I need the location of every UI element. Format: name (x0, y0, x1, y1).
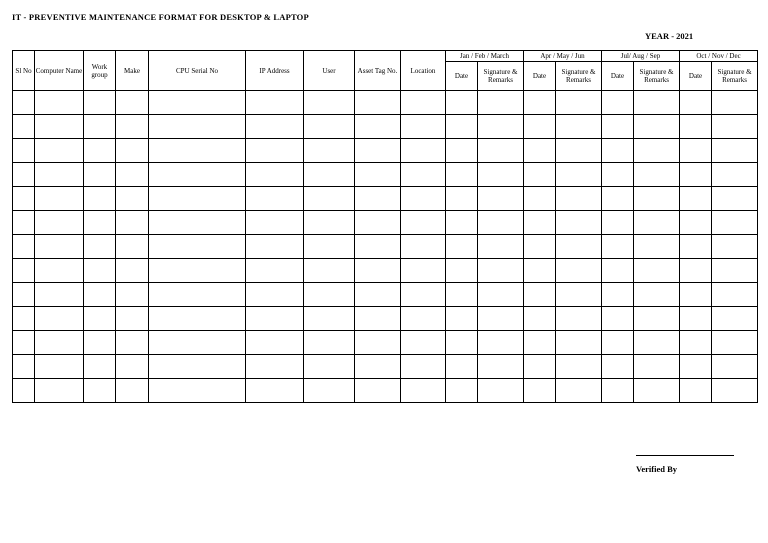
table-cell (446, 379, 478, 403)
table-cell (401, 187, 446, 211)
table-cell (35, 283, 84, 307)
table-cell (478, 355, 524, 379)
table-cell (13, 211, 35, 235)
table-cell (355, 91, 401, 115)
table-cell (84, 163, 116, 187)
table-cell (116, 211, 149, 235)
table-cell (355, 235, 401, 259)
table-cell (524, 379, 556, 403)
table-row (13, 115, 758, 139)
table-cell (712, 91, 758, 115)
table-cell (355, 259, 401, 283)
table-cell (602, 331, 634, 355)
table-cell (634, 211, 680, 235)
table-cell (84, 211, 116, 235)
table-cell (634, 283, 680, 307)
header-ip-address: IP Address (246, 51, 304, 91)
table-cell (246, 379, 304, 403)
signature-line (636, 455, 734, 456)
table-cell (246, 139, 304, 163)
table-cell (116, 307, 149, 331)
table-cell (401, 115, 446, 139)
table-cell (634, 331, 680, 355)
table-row (13, 331, 758, 355)
table-cell (556, 355, 602, 379)
table-cell (524, 163, 556, 187)
table-cell (13, 307, 35, 331)
table-cell (35, 259, 84, 283)
table-cell (84, 115, 116, 139)
table-cell (712, 283, 758, 307)
table-cell (401, 139, 446, 163)
table-cell (602, 235, 634, 259)
table-cell (401, 331, 446, 355)
table-cell (84, 283, 116, 307)
table-cell (355, 115, 401, 139)
table-cell (556, 283, 602, 307)
maintenance-table (12, 50, 758, 403)
table-cell (304, 307, 355, 331)
table-cell (446, 283, 478, 307)
table-cell (35, 163, 84, 187)
table-cell (446, 259, 478, 283)
table-cell (149, 163, 246, 187)
table-cell (401, 259, 446, 283)
table-cell (446, 163, 478, 187)
table-cell (446, 331, 478, 355)
table-cell (602, 187, 634, 211)
table-cell (712, 355, 758, 379)
table-cell (680, 331, 712, 355)
table-cell (602, 139, 634, 163)
table-cell (680, 139, 712, 163)
table-cell (634, 163, 680, 187)
table-cell (355, 331, 401, 355)
table-cell (84, 139, 116, 163)
table-cell (556, 331, 602, 355)
table-cell (712, 307, 758, 331)
table-cell (478, 331, 524, 355)
table-cell (602, 379, 634, 403)
table-cell (680, 259, 712, 283)
table-cell (634, 355, 680, 379)
table-cell (116, 91, 149, 115)
table-row (13, 91, 758, 115)
table-row (13, 379, 758, 403)
table-cell (446, 187, 478, 211)
table-cell (35, 331, 84, 355)
header-work-group: Work group (84, 51, 116, 91)
table-cell (556, 91, 602, 115)
table-cell (13, 379, 35, 403)
table-cell (556, 139, 602, 163)
table-cell (712, 259, 758, 283)
table-cell (304, 235, 355, 259)
table-cell (478, 187, 524, 211)
table-cell (355, 163, 401, 187)
table-cell (556, 187, 602, 211)
table-cell (602, 163, 634, 187)
table-cell (246, 331, 304, 355)
table-cell (246, 187, 304, 211)
header-user: User (304, 51, 355, 91)
table-cell (35, 307, 84, 331)
table-cell (304, 259, 355, 283)
table-cell (680, 163, 712, 187)
table-cell (524, 139, 556, 163)
table-cell (446, 355, 478, 379)
table-cell (556, 259, 602, 283)
table-cell (401, 283, 446, 307)
year-label: YEAR - 2021 (645, 31, 694, 41)
table-row (13, 139, 758, 163)
table-cell (304, 115, 355, 139)
table-cell (680, 211, 712, 235)
table-row (13, 283, 758, 307)
table-cell (478, 379, 524, 403)
table-cell (35, 115, 84, 139)
table-cell (680, 379, 712, 403)
table-cell (478, 235, 524, 259)
table-cell (712, 139, 758, 163)
table-cell (13, 259, 35, 283)
table-cell (524, 283, 556, 307)
table-cell (355, 379, 401, 403)
table-cell (478, 163, 524, 187)
table-cell (556, 379, 602, 403)
table-cell (712, 211, 758, 235)
table-cell (680, 91, 712, 115)
table-cell (524, 331, 556, 355)
header-q2-signature: Signature & Remarks (556, 62, 602, 91)
table-cell (84, 379, 116, 403)
table-cell (149, 331, 246, 355)
table-cell (246, 115, 304, 139)
table-cell (478, 91, 524, 115)
document-title: IT - PREVENTIVE MAINTENANCE FORMAT FOR DESKTOP & LAPTOP (12, 12, 309, 22)
table-cell (35, 211, 84, 235)
header-make: Make (116, 51, 149, 91)
table-cell (246, 355, 304, 379)
table-cell (712, 235, 758, 259)
table-cell (712, 163, 758, 187)
table-cell (246, 235, 304, 259)
table-cell (149, 187, 246, 211)
table-cell (84, 307, 116, 331)
table-cell (602, 283, 634, 307)
table-cell (556, 211, 602, 235)
table-cell (602, 259, 634, 283)
table-cell (35, 355, 84, 379)
header-location: Location (401, 51, 446, 91)
header-q1-date: Date (446, 62, 478, 91)
table-cell (13, 355, 35, 379)
table-cell (84, 187, 116, 211)
table-row (13, 163, 758, 187)
table-cell (13, 283, 35, 307)
table-cell (304, 331, 355, 355)
table-cell (634, 115, 680, 139)
table-cell (116, 331, 149, 355)
table-cell (304, 187, 355, 211)
table-cell (446, 235, 478, 259)
table-cell (149, 259, 246, 283)
table-cell (35, 139, 84, 163)
table-cell (602, 211, 634, 235)
table-cell (602, 91, 634, 115)
table-cell (680, 235, 712, 259)
table-cell (355, 355, 401, 379)
header-sl-no: Sl No (13, 51, 35, 91)
table-cell (712, 115, 758, 139)
table-cell (116, 283, 149, 307)
table-cell (304, 355, 355, 379)
table-cell (446, 139, 478, 163)
header-q2-date: Date (524, 62, 556, 91)
table-cell (304, 211, 355, 235)
table-row (13, 211, 758, 235)
table-cell (634, 139, 680, 163)
table-cell (634, 91, 680, 115)
table-cell (524, 211, 556, 235)
table-cell (712, 379, 758, 403)
table-cell (524, 259, 556, 283)
table-cell (556, 235, 602, 259)
table-cell (401, 211, 446, 235)
table-cell (712, 187, 758, 211)
table-cell (355, 187, 401, 211)
header-q4-date: Date (680, 62, 712, 91)
table-cell (304, 283, 355, 307)
table-cell (149, 307, 246, 331)
table-cell (246, 163, 304, 187)
table-cell (524, 307, 556, 331)
table-body (13, 91, 758, 403)
header-quarter-2: Apr / May / Jun (524, 51, 602, 62)
table-cell (680, 187, 712, 211)
table-cell (35, 235, 84, 259)
table-cell (13, 235, 35, 259)
table-cell (246, 259, 304, 283)
table-cell (13, 91, 35, 115)
table-cell (446, 307, 478, 331)
table-cell (13, 187, 35, 211)
table-cell (524, 235, 556, 259)
table-cell (634, 235, 680, 259)
table-cell (602, 355, 634, 379)
table-cell (246, 211, 304, 235)
table-cell (556, 115, 602, 139)
table-cell (13, 139, 35, 163)
table-cell (401, 163, 446, 187)
table-cell (149, 211, 246, 235)
table-cell (355, 211, 401, 235)
header-q4-signature: Signature & Remarks (712, 62, 758, 91)
table-cell (149, 139, 246, 163)
table-cell (680, 115, 712, 139)
table-cell (401, 91, 446, 115)
table-cell (35, 187, 84, 211)
table-cell (556, 163, 602, 187)
table-cell (246, 283, 304, 307)
table-cell (355, 307, 401, 331)
table-cell (524, 187, 556, 211)
table-cell (116, 259, 149, 283)
table-row (13, 235, 758, 259)
table-cell (13, 115, 35, 139)
table-cell (149, 379, 246, 403)
table-cell (13, 163, 35, 187)
header-asset-tag-no: Asset Tag No. (355, 51, 401, 91)
table-cell (401, 235, 446, 259)
table-cell (446, 91, 478, 115)
table-cell (304, 379, 355, 403)
table-row (13, 187, 758, 211)
header-computer-name: Computer Name (35, 51, 84, 91)
header-quarter-3: Jul/ Aug / Sep (602, 51, 680, 62)
table-cell (524, 115, 556, 139)
table-cell (680, 307, 712, 331)
table-cell (304, 91, 355, 115)
table-cell (304, 163, 355, 187)
table-cell (116, 163, 149, 187)
table-cell (84, 355, 116, 379)
table-cell (401, 307, 446, 331)
table-cell (446, 115, 478, 139)
table-cell (35, 91, 84, 115)
table-cell (355, 283, 401, 307)
table-cell (246, 91, 304, 115)
table-cell (35, 379, 84, 403)
table-cell (556, 307, 602, 331)
table-cell (116, 139, 149, 163)
header-q3-date: Date (602, 62, 634, 91)
table-row (13, 355, 758, 379)
header-q1-signature: Signature & Remarks (478, 62, 524, 91)
table-cell (149, 235, 246, 259)
table-cell (478, 283, 524, 307)
table-cell (602, 307, 634, 331)
table-cell (478, 115, 524, 139)
table-cell (116, 379, 149, 403)
table-cell (116, 115, 149, 139)
table-cell (634, 259, 680, 283)
table-cell (246, 307, 304, 331)
table-cell (116, 235, 149, 259)
table-cell (149, 91, 246, 115)
table-cell (401, 355, 446, 379)
table-cell (116, 187, 149, 211)
table-cell (13, 331, 35, 355)
table-cell (602, 115, 634, 139)
table-cell (401, 379, 446, 403)
table-cell (680, 355, 712, 379)
table-cell (84, 235, 116, 259)
table-row (13, 259, 758, 283)
table-cell (680, 283, 712, 307)
table-cell (149, 283, 246, 307)
table-cell (149, 115, 246, 139)
table-cell (634, 307, 680, 331)
header-quarter-1: Jan / Feb / March (446, 51, 524, 62)
header-cpu-serial-no: CPU Serial No (149, 51, 246, 91)
table-cell (478, 307, 524, 331)
table-cell (634, 187, 680, 211)
header-quarter-4: Oct / Nov / Dec (680, 51, 758, 62)
table-cell (712, 331, 758, 355)
table-cell (304, 139, 355, 163)
table-cell (116, 355, 149, 379)
table-cell (524, 91, 556, 115)
verified-by-label: Verified By (636, 464, 678, 474)
table-cell (149, 355, 246, 379)
table-cell (84, 331, 116, 355)
table-cell (478, 211, 524, 235)
table-cell (446, 211, 478, 235)
table-cell (634, 379, 680, 403)
table-cell (478, 259, 524, 283)
table-cell (478, 139, 524, 163)
table-row (13, 307, 758, 331)
table-cell (84, 259, 116, 283)
table-cell (355, 139, 401, 163)
table-cell (84, 91, 116, 115)
table-cell (524, 355, 556, 379)
header-q3-signature: Signature & Remarks (634, 62, 680, 91)
